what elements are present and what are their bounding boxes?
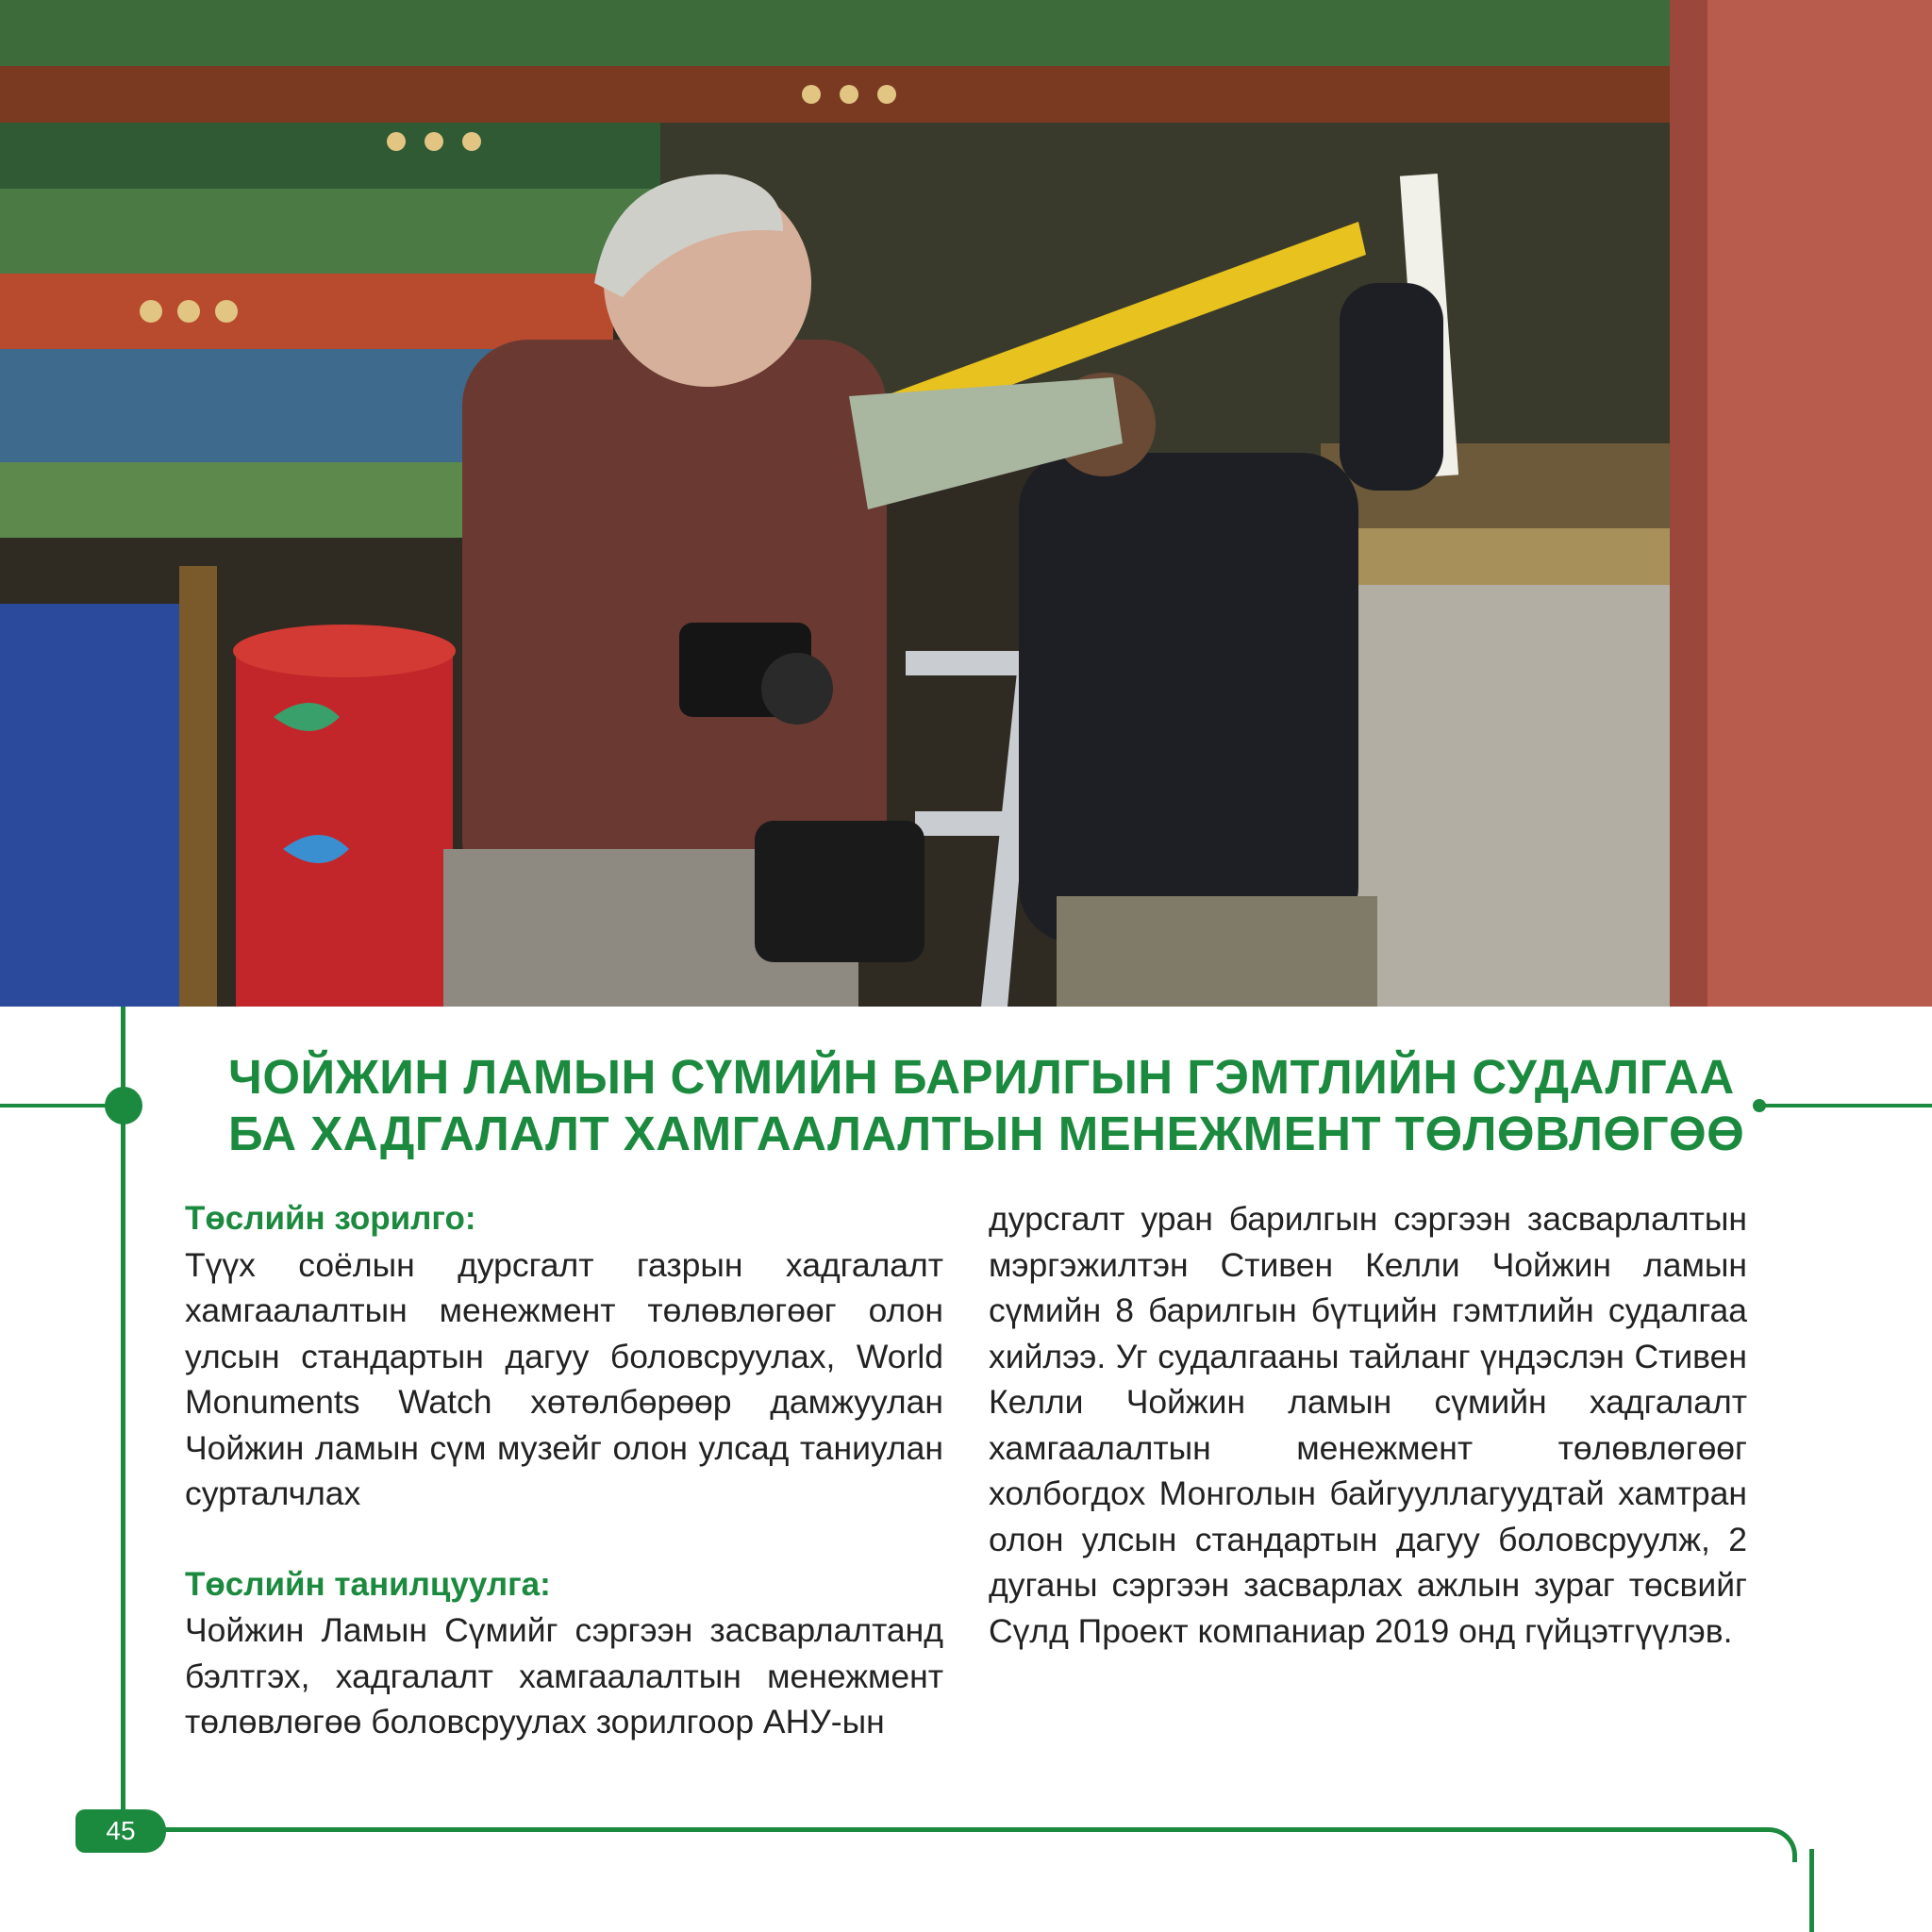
intro-body-right: дурсгалт уран барилгын сэргээн засварлалтын мэргэжилтэн Стивен Келли Чойжин ламын сүмийн 8 барилгын бүтцийн гэмтлийн судалгаа хийлээ. Уг судалгааны тайланг үндэслэн Стивен Келли Чойжин ламын сүмийн хадгалалт хамгаалалтын менежмент төлөвлөгөөг холбогдох Монголын байгууллагуудтай хамтран олон улсын стандартын дагуу боловсруулж, 2 дуганы сэргээн засварлах ажлын зураг төсвийг Сүлд Проект компаниар 2019 онд гүйцэтгүүлэв. [989,1200,1747,1650]
page-number: 45 [75,1809,166,1853]
frame-bottom-right-line [1809,1849,1814,1932]
intro-body-left: Чойжин Ламын Сүмийг сэргээн засварлалтанд бэлтгэх, хадгалалт хамгаалалтын менежмент төлөвлөгөө боловсруулах зорилгоор АНУ-ын [185,1611,943,1740]
frame-right-line [1764,1104,1932,1108]
left-column [185,1196,943,1745]
intro-heading: Төслийн танилцуулга: [185,1565,551,1603]
right-column [989,1196,1747,1654]
section-gap [185,1517,943,1562]
page-title [228,1049,1757,1162]
goal-heading: Төслийн зорилго: [185,1200,476,1237]
frame-bottom-line [151,1827,1797,1862]
frame-vertical-line [121,1007,125,1825]
title-line-1: ЧОЙЖИН ЛАМЫН СҮМИЙН БАРИЛГЫН ГЭМТЛИЙН СУДАЛГАА [228,1050,1735,1104]
title-line-2: БА ХАДГАЛАЛТ ХАМГААЛАЛТЫН МЕНЕЖМЕНТ ТӨЛӨВЛӨГӨӨ [228,1107,1745,1160]
goal-body: Түүх соёлын дурсгалт газрын хадгалалт хамгаалалтын менежмент төлөвлөгөөг олон улсын стандартын дагуу боловсруулах, World Monuments Watch хөтөлбөрөөр дамжуулан Чойжин ламын сүм музейг олон улсад таниулан сурталчлах [185,1245,943,1512]
frame-left-dot [105,1087,142,1124]
